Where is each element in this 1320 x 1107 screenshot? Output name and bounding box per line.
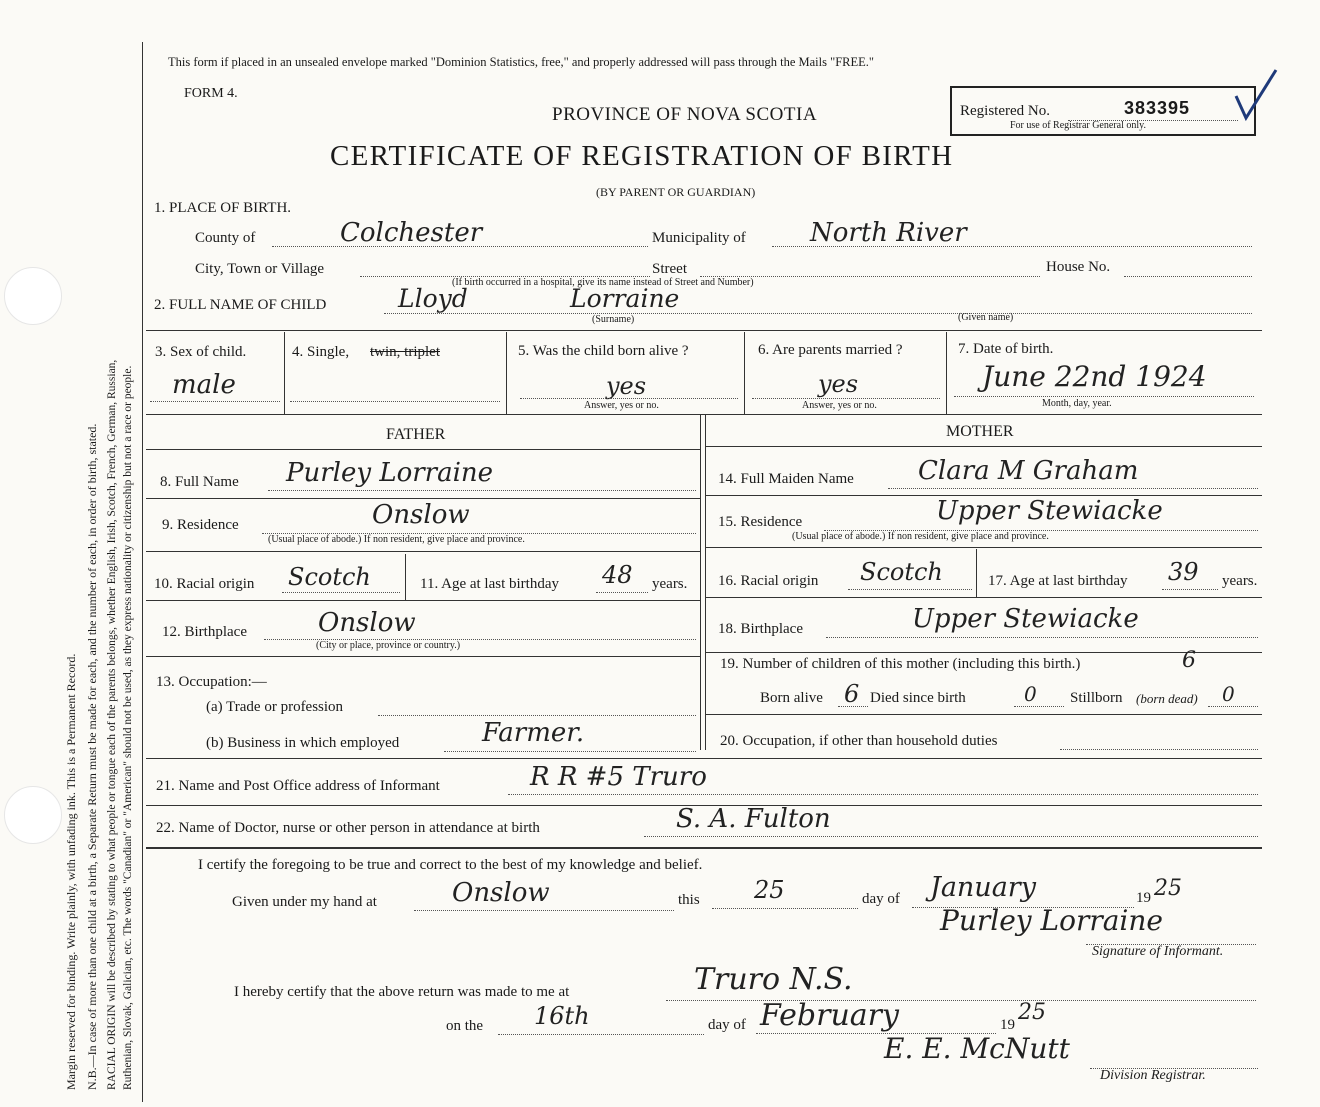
mother-racial-origin-label: 16. Racial origin [718,573,819,589]
given-name-note: (Given name) [958,312,1014,323]
father-occupation-label: 13. Occupation:— [156,674,267,690]
informant-label: 21. Name and Post Office address of Informant [156,778,440,794]
registrar-day-value: 16th [534,1002,590,1030]
section-rule [146,330,1262,331]
day-of-label: day of [862,891,900,907]
mother-residence-label: 15. Residence [718,514,803,530]
date-of-birth-note: Month, day, year. [1042,398,1112,409]
county-value: Colchester [340,218,483,248]
given-year-suffix: 25 [1154,876,1182,901]
given-under-hand-label: Given under my hand at [232,894,377,910]
parents-married-value: yes [818,370,859,398]
registered-note: For use of Registrar General only. [1010,120,1146,131]
house-number-label: House No. [1046,259,1111,275]
informant-value: R R #5 Truro [530,762,707,792]
surname-note: (Surname) [592,314,635,325]
municipality-value: North River [810,218,967,248]
margin-note-multiple-births: N.B.—In case of more than one child at a birth, a Separate Return must be made for each, and the number of each, in order of birth, stated. [85,423,99,1090]
registrar-signature: E. E. McNutt [884,1032,1070,1065]
born-alive-count-value: 6 [844,680,860,708]
certify-statement: I certify the foregoing to be true and correct to the best of my knowledge and belief. [198,857,703,873]
born-alive-value: yes [606,372,647,400]
sex-label: 3. Sex of child. [155,344,247,360]
father-trade-label: (a) Trade or profession [206,699,344,715]
mother-occupation-label: 20. Occupation, if other than household duties [720,733,998,749]
parents-divider [700,415,701,750]
street-label: Street [652,261,687,277]
mother-residence-value: Upper Stewiacke [936,496,1163,526]
twin-triplet-struck: twin, triplet [370,344,440,360]
mail-notice: This form if placed in an unsealed envelope marked "Dominion Statistics, free," and properly addressed will pass through the Mails "FREE." [168,55,875,69]
father-racial-origin-label: 10. Racial origin [154,576,255,592]
certificate-subtitle: (BY PARENT OR GUARDIAN) [596,185,756,199]
registrar-place-value: Truro N.S. [694,962,853,997]
stillborn-note: (born dead) [1136,691,1198,706]
province-heading: PROVINCE OF NOVA SCOTIA [552,104,818,125]
stillborn-label: Stillborn [1070,690,1123,706]
born-alive-label: 5. Was the child born alive ? [518,343,689,359]
margin-note-binding: Margin reserved for binding. Write plainly, with unfading ink. This is a Permanent Record. [64,653,78,1090]
mother-years-label: years. [1222,573,1258,589]
father-age-value: 48 [602,561,633,589]
check-mark-icon [1232,66,1280,129]
given-year-prefix: 19 [1136,890,1151,906]
mother-name-value: Clara M Graham [918,456,1139,486]
mother-age-label: 17. Age at last birthday [988,573,1128,589]
single-label: 4. Single, [292,344,350,360]
certificate-title: CERTIFICATE OF REGISTRATION OF BIRTH [330,140,954,172]
margin-note-racial-origin-2: Ruthenian, Slovak, Galician, etc. The words "Canadian" or "American" should not be used, as they express nationality or citizenship but not a race or people. [122,365,134,1090]
this-label: this [678,892,700,908]
doctor-label: 22. Name of Doctor, nurse or other person in attendance at birth [156,820,540,836]
punch-hole [4,786,62,844]
registrar-day-of-label: day of [708,1017,746,1033]
registrar-year-suffix: 25 [1018,1000,1046,1025]
informant-signature-label: Signature of Informant. [1092,944,1224,959]
place-of-birth-label: 1. PLACE OF BIRTH. [154,200,292,216]
died-since-birth-value: 0 [1024,682,1037,706]
father-heading: FATHER [386,426,446,443]
father-birthplace-value: Onslow [318,608,416,638]
father-years-label: years. [652,576,688,592]
mother-name-label: 14. Full Maiden Name [718,471,854,487]
registrar-year-prefix: 19 [1000,1017,1015,1033]
father-residence-note: (Usual place of abode.) If non resident, give place and province. [268,534,525,545]
father-birthplace-note: (City or place, province or country.) [316,640,461,651]
mother-birthplace-label: 18. Birthplace [718,621,803,637]
mother-children-label: 19. Number of children of this mother (including this birth.) [720,656,1081,672]
registered-label: Registered No. [960,103,1050,119]
father-name-label: 8. Full Name [160,474,239,490]
municipality-label: Municipality of [652,230,746,246]
mother-residence-note: (Usual place of abode.) If non resident, give place and province. [792,531,1049,542]
on-the-label: on the [446,1018,484,1034]
father-name-value: Purley Lorraine [286,458,494,488]
mother-heading: MOTHER [946,423,1014,440]
registrar-certify-statement: I hereby certify that the above return was made to me at [234,984,570,1000]
mother-birthplace-value: Upper Stewiacke [912,604,1139,634]
father-age-label: 11. Age at last birthday [420,576,559,592]
form-number: FORM 4. [184,86,238,101]
father-residence-label: 9. Residence [162,517,239,533]
born-alive-count-label: Born alive [760,690,823,706]
registrar-signature-label: Division Registrar. [1100,1068,1206,1083]
date-of-birth-value: June 22nd 1924 [982,360,1207,393]
father-residence-value: Onslow [372,500,470,530]
mother-racial-origin-value: Scotch [860,558,943,586]
informant-signature: Purley Lorraine [940,904,1163,937]
given-day-value: 25 [754,876,785,904]
doctor-value: S. A. Fulton [676,804,831,834]
margin-rule [142,42,143,1102]
sex-value: male [172,370,236,400]
registrar-month-value: February [760,998,899,1033]
date-of-birth-label: 7. Date of birth. [958,341,1054,357]
hospital-note: (If birth occurred in a hospital, give its name instead of Street and Number) [452,277,754,288]
parents-married-answer-note: Answer, yes or no. [802,400,877,411]
died-since-birth-label: Died since birth [870,690,966,706]
father-business-value: Farmer. [482,718,585,748]
margin-note-racial-origin: RACIAL ORIGIN will be described by stating to what people or tongue each of the parents belongs, whether English, Irish, Scotch, French, German, Russian, [106,359,118,1090]
born-alive-answer-note: Answer, yes or no. [584,400,659,411]
given-place-value: Onslow [452,878,550,908]
father-business-label: (b) Business in which employed [206,735,400,751]
punch-hole [4,267,62,325]
father-racial-origin-value: Scotch [288,563,371,591]
child-surname-value: Lloyd [398,284,468,313]
given-month-value: January [930,872,1036,903]
mother-children-value: 6 [1182,648,1196,673]
county-label: County of [195,230,256,246]
parents-married-label: 6. Are parents married ? [758,342,903,358]
registered-value: 383395 [1124,98,1191,118]
child-name-label: 2. FULL NAME OF CHILD [154,297,327,313]
father-birthplace-label: 12. Birthplace [162,624,247,640]
stillborn-value: 0 [1222,682,1235,706]
mother-age-value: 39 [1168,558,1199,586]
city-label: City, Town or Village [195,261,325,277]
child-given-value: Lorraine [570,284,680,313]
